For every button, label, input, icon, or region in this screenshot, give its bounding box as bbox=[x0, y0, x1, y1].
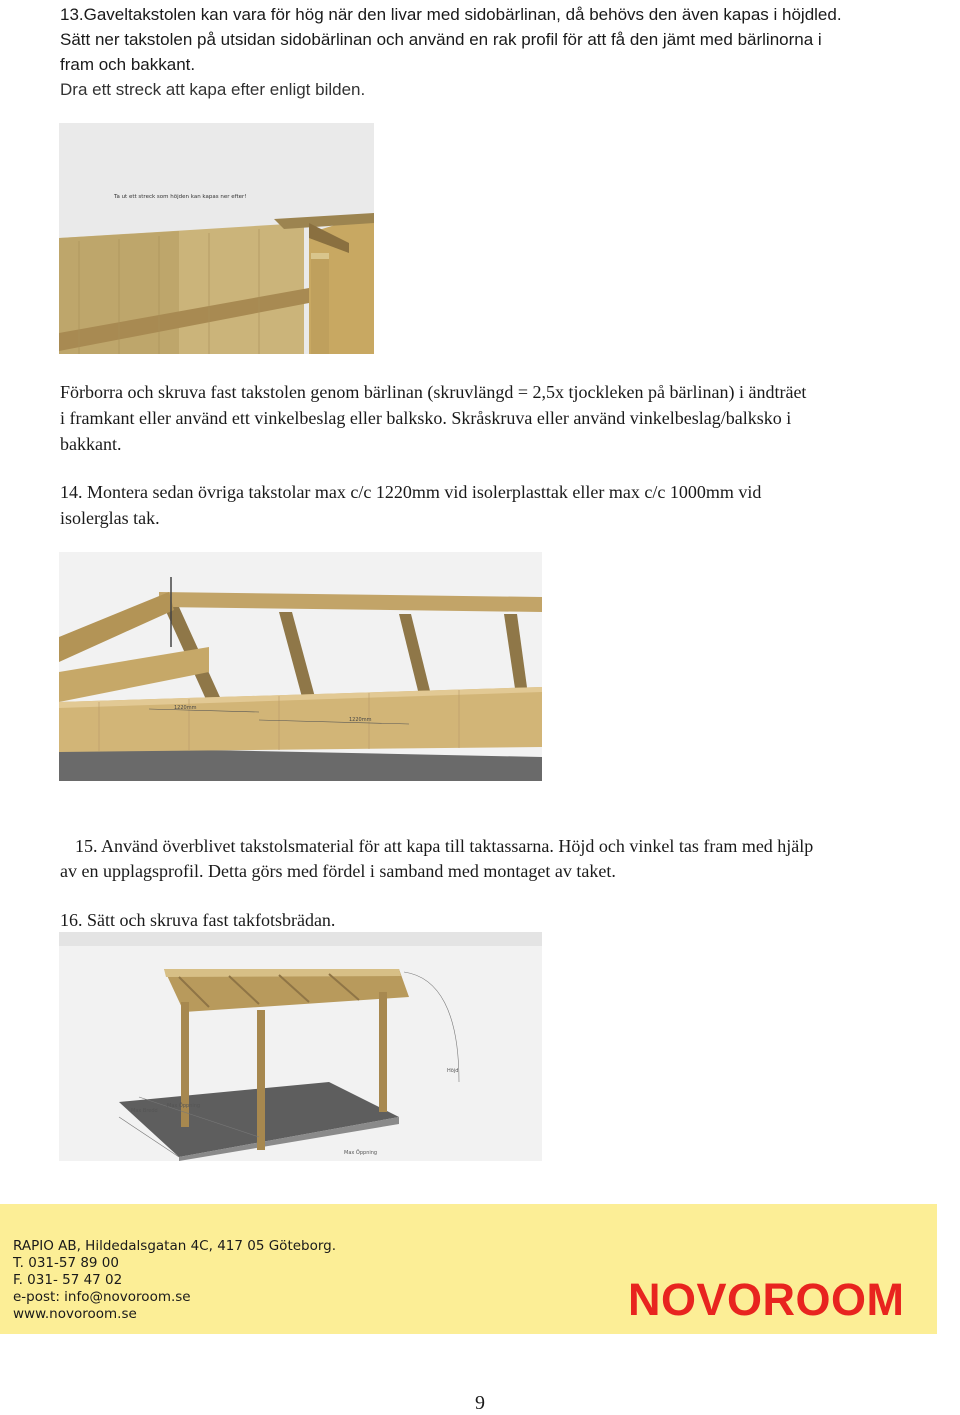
step14-line-1: 14. Montera sedan övriga takstolar max c/c 1220mm vid isolerplasttak eller max c/c 1000mm vid bbox=[60, 482, 762, 502]
width-label: Max Bredd bbox=[131, 1108, 158, 1114]
step13-after-line-3: bakkant. bbox=[60, 434, 122, 454]
page-number: 9 bbox=[475, 1392, 485, 1414]
footer-email[interactable]: e-post: info@novoroom.se bbox=[13, 1289, 191, 1305]
footer-address: RAPIO AB, Hildedalsgatan 4C, 417 05 Göteborg. bbox=[13, 1238, 337, 1254]
step13-after-line-2: i framkant eller använd ett vinkelbeslag eller balksko. Skråskruva eller använd vinkelbeslag/balksko i bbox=[60, 408, 792, 428]
step16-text: 16. Sätt och skruva fast takfotsbrädan. bbox=[60, 910, 336, 930]
gable-annotation-label: Ta ut ett streck som höjden kan kapas ner efter! bbox=[114, 194, 247, 200]
footer-contact-box bbox=[0, 1204, 937, 1334]
step13-line-4: Dra ett streck att kapa efter enligt bilden. bbox=[60, 80, 366, 99]
step13-line-3: fram och bakkant. bbox=[60, 55, 196, 74]
dimension-label-2: 1220mm bbox=[349, 717, 372, 723]
step13-line-1: 13.Gaveltakstolen kan vara för hög när den livar med sidobärlinan, då behövs den även kapas i höjdled. bbox=[60, 5, 842, 24]
height-label: Höjd bbox=[447, 1068, 459, 1074]
opening-label-1: Max Öppning bbox=[167, 1103, 201, 1109]
novoroom-logo: NOVOROOM bbox=[628, 1274, 905, 1325]
carport-image bbox=[59, 932, 542, 1161]
opening-label-2: Max Öppning bbox=[344, 1150, 378, 1156]
step14-line-2: isolerglas tak. bbox=[60, 508, 160, 528]
step13-line-2: Sätt ner takstolen på utsidan sidobärlinan och använd en rak profil för att få den jämt med bärlinorna i bbox=[60, 30, 822, 49]
step15-line-1: 15. Använd överblivet takstolsmaterial för att kapa till taktassarna. Höjd och vinkel tas fram med hjälp bbox=[75, 836, 814, 856]
footer-phone: T. 031-57 89 00 bbox=[13, 1255, 119, 1271]
footer-website[interactable]: www.novoroom.se bbox=[13, 1306, 137, 1322]
gable-truss-image bbox=[59, 123, 374, 354]
footer-fax: F. 031- 57 47 02 bbox=[13, 1272, 123, 1288]
step13-after-line-1: Förborra och skruva fast takstolen genom bärlinan (skruvlängd = 2,5x tjockleken på bärlinan) i ändträet bbox=[60, 382, 807, 402]
trusses-frame-image bbox=[59, 552, 542, 781]
dimension-label-1: 1220mm bbox=[174, 705, 197, 711]
step15-line-2: av en upplagsprofil. Detta görs med fördel i samband med montaget av taket. bbox=[60, 861, 616, 881]
